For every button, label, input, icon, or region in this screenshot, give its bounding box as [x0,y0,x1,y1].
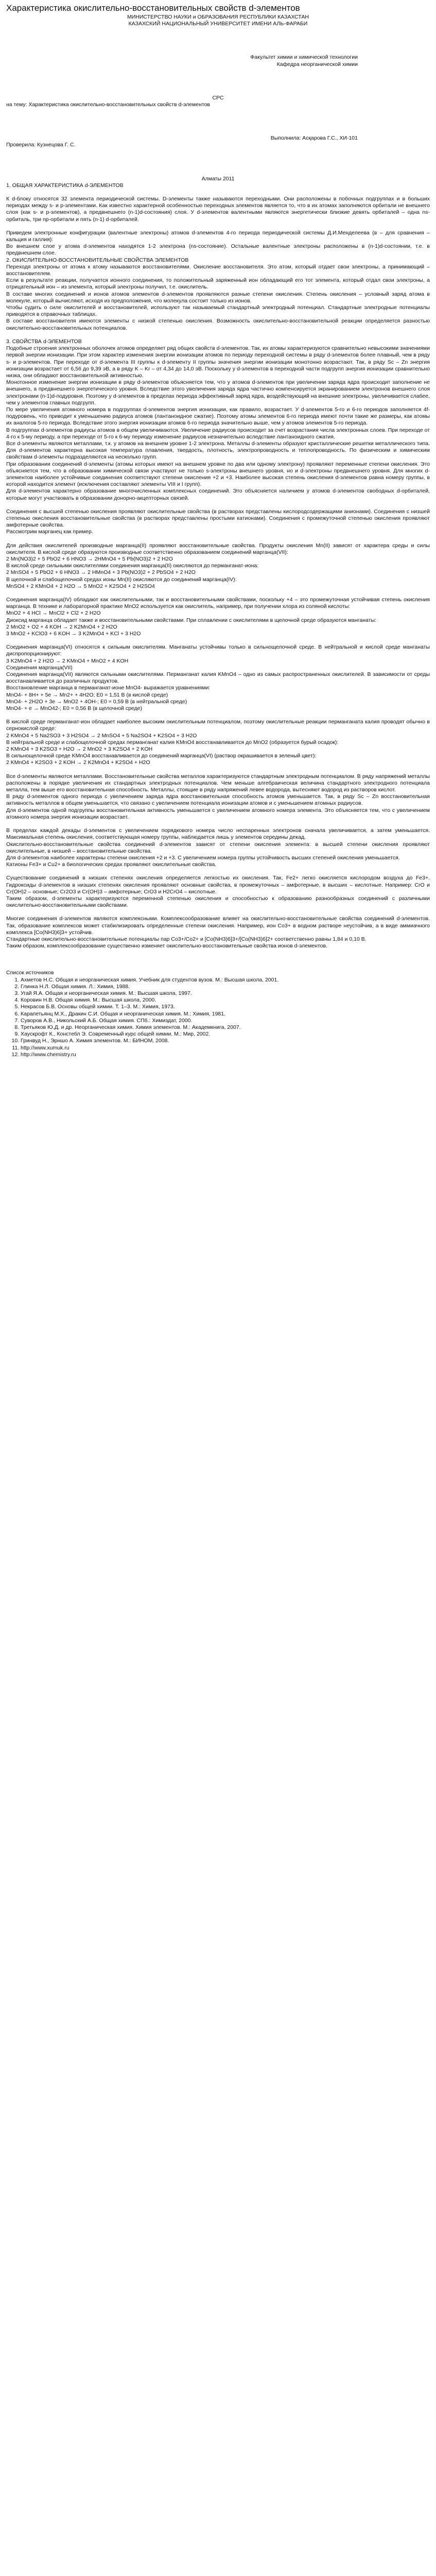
reference-item[interactable]: 11. http://www.xumuk.ru [21,1045,430,1052]
paragraph: Переходя электроны от атома к атому называются восстановителями. Окисление восстановителя. Это атом, который отдает свои электроны, а принимающий – восстановителем. [6,263,430,277]
paragraph: Окислительно-восстановительные свойства соединений d-элементов зависят от степени окисления элемента: в высшей степени окисления проявляют окислительные, в низшей – восстановительные свойства. [6,841,430,854]
references [6,970,430,1058]
reference-item: 6. Карапетьянц М.Х., Дракин С.И. Общая и неорганическая химия. М.: Химия, 1981. [21,1011,430,1018]
work-topic: на тему: Характеристика окислительно-восстановительных свойств d-элементов [6,101,211,108]
toc-item: 1. ОБЩАЯ ХАРАКТЕРИСТИКА d-ЭЛЕМЕНТОВ [6,182,124,189]
paragraph: 3. СВОЙСТВА d-ЭЛЕМЕНТОВ [6,338,82,345]
paragraph: Приведем электронные конфигурации (валентные электроны) атомов d-элементов 4-го периода периодической системы Д.И.Менделеева (в – для сравнения – кальция и галлия): [6,229,430,243]
reference-item: 10. Гринвуд Н., Эрншо А. Химия элементов. М.: БИНОМ, 2008. [21,1038,430,1044]
checked-by: Проверила: Кузнецова Г. С. [6,142,76,148]
paragraph: Все d-элементы являются металлами. Восстановительные свойства металлов характеризуются стандартным электродным потенциалом. В ряду напряжений металлы расположены в порядке увеличения их стандартных электродных потенциалов. Чем меньше алгебраическая величина стандартного электродного потенциала металла, тем выше его восстановительная способность. Металлы, стоящие в ряду напряжений левее водорода, вытесняют водород из растворов кислот. [6,773,430,793]
paragraph: В ряду d-элементов одного периода с увеличением заряда ядра восстановительная способность атомов уменьшается. Так, в ряду Sc – Zn восстановительная активность металлов в общем уменьшается, что связано с увеличением потенциала ионизации атомов и с уменьшением атомных радиусов. [6,793,430,807]
text-section [6,916,430,950]
reference-item: 9. Хаускрофт К., Констебл Э. Современный курс общей химии. М.: Мир, 2002. [21,1031,430,1038]
text-section [6,644,430,712]
paragraph: Для d-элементов наиболее характерны степени окисления +2 и +3. С увеличением номера группы устойчивость высших степеней окисления уменьшается. [6,854,400,861]
paragraph: Соединения с высшей степенью окисления проявляют окислительные свойства (в растворах представлены кислородсодержащими анионами). Соединения с низшей степенью окисления восстановительные свойства (в растворах представлены простыми катионами). Соединения с промежуточной степенью окисления проявляют амфотерные свойства. [6,508,430,529]
reference-item: 8. Третьяков Ю.Д. и др. Неорганическая химия. Химия элементов. М.: Академкнига, 2007. [21,1024,430,1031]
reference-item: 4. Коровин Н.В. Общая химия. М.: Высшая школа, 2000. [21,997,430,1004]
department-name: Кафедра неорганической химии [276,61,358,67]
paragraph: 2 KMnO4 + 3 K2SO3 + H2O → 2 MnO2 + 3 K2SO4 + 2 KOH [6,746,153,753]
paragraph: Соединения марганца(VII) [6,664,73,671]
paragraph: В нейтральной среде и слабощелочной средах перманганат калия KMnO4 восстанавливается до MnO2 (образуется бурый осадок): [6,739,339,745]
text-section [6,196,430,223]
paragraph: Восстановление марганца в перманганат-ионе MnO4- выражается уравнениями: [6,685,211,691]
paragraph: Во внешнем слое у атома d-элементов находятся 1-2 электрона (ns-состояние). Остальные валентные электроны расположены в (n-1)d-состоянии, т.е. в предвнешнем слое. [6,243,430,257]
paragraph: MnSO4 + 2 KMnO4 + 2 H2O → 5 MnO2 + K2SO4 + 2 H2SO4 [6,583,155,589]
text-section [6,509,430,536]
ministry-name: МИНИСТЕРСТВО НАУКИ и ОБРАЗОВАНИЯ РЕСПУБЛИКИ КАЗАХСТАН [127,14,309,20]
paragraph: Все d-элементы являются металлами, т.к. у атомов на внешнем уровне 1-2 электрона. Металлы d-элементы образуют кристаллические решетки металлического типа. Для d-элементов характерна высокая температура плавления, твердость, плотность, электропроводность и теплопроводность. По физическим и химическим свойствам d-элементы подразделяются на несколько групп. [6,440,430,461]
reference-item: 1. Ахметов Н.С. Общая и неорганическая химия. Учебник для студентов вузов. М.: Высшая школа, 2001. [21,977,430,984]
paragraph: 2. ОКИСЛИТЕЛЬНО-ВОССТАНОВИТЕЛЬНЫЕ СВОЙСТВА ЭЛЕМЕНТОВ [6,257,189,263]
text-section [6,543,430,590]
paragraph: В пределах каждой декады d-элементов с увеличением порядкового номера число неспаренных электронов сначала увеличивается, а затем уменьшается. Максимальная степень окисления, соответствующая номеру группы, наблюдается лишь у элементов середины декад. [6,827,430,841]
paragraph: Соединения марганца(VII) являются сильными окислителями. Перманганат калия KMnO4 – одно из самых распространенных окислителей. В зависимости от среды восстанавливается до различных продуктов. [6,671,430,685]
reference-item[interactable]: 12. http://www.chemistry.ru [21,1052,430,1058]
references-list [6,977,430,1058]
paragraph: По мере увеличения атомного номера в подгруппах d-элементов энергия ионизации, как правило, возрастает. У d-элементов 5-го и 6-го периодов заполняется 4f-подуровень, что приводит к уменьшению радиуса атомов (лантаноидное сжатие). Поэтому атомы элементов 6-го периода имеют почти такие же размеры, как атомы их аналогов 5-го периода. Вследствие этого энергия ионизации атомов 6-го периода значительно выше, чем у атомов элементов 5-го периода. [6,406,430,427]
paragraph: MnO4- + e → MnO42-; E0 = 0,56 В (в щелочной среде) [6,705,142,712]
city-year: Алматы 2011 [201,175,235,182]
paragraph: Диоксид марганца обладает также и восстановительными свойствами. При сплавлении с окислителями в щелочной среде образуются манганаты: [6,617,376,623]
paragraph: MnO2 + 4 HCl → MnCl2 + Cl2 + 2 H2O [6,610,101,617]
text-section [6,719,430,766]
document-title: Характеристика окислительно-восстановительных свойств d-элементов [6,3,300,13]
document-page [0,0,436,1075]
paragraph: При образовании соединений d-элементы (атомы которых имеют на внешнем уровне по два или одному электрону) проявляют переменные степени окисления. Это объясняется тем, что в образовании химической связи участвуют не только s-электроны внешнего уровня, но и d-электроны предвнешнего уровня. Для многих d-элементов наиболее устойчивые соединения соответствуют степени окисления +2 и +3. Наиболее высокая степень окисления d-элементов равна номеру группы, в которой находится элемент (исключения составляют элементы VIII и I групп). [6,461,430,488]
paragraph: Таким образом, d-элементы характеризуются переменной степенью окисления и способностью к образованию разнообразных соединений с различными окислительно-восстановительными свойствами. [6,895,430,909]
paragraph: Подобные строения электронных оболочек атомов определяет ряд общих свойств d-элементов. Так, их атомы характеризуются сравнительно невысокими значениями первой энергии ионизации. При этом характер изменения энергии ионизации атомов по периоду переходной системы в ряду d-элементов более плавный, чем в ряду s- и p-элементов. При переходе от d-элемента III группы к d-элементу II группы значения энергии ионизации монотонно возрастают. Так, в ряду Sc – Zn энергия ионизации возрастает от 6,56 до 9,39 эВ, а в ряду K – Kr – от 4,34 до 14,0 эВ. Поскольку у d-элементов в переходной части подгрупп энергия ионизации сравнительно низка, они обладают восстановительной активностью. [6,345,430,379]
references-title: Список источников [6,970,54,976]
paragraph: Для d-элементов одной подгруппы восстановительная активность уменьшается с увеличением атомного номера элемента. Это объясняется тем, что с увеличением атомного номера энергия ионизации возрастает. [6,807,430,820]
paragraph: Монотонное изменение энергии ионизации в ряду d-элементов объясняется тем, что у атомов d-элементов при увеличении заряда ядра происходит заполнение не внешнего, а предвнешнего энергетического уровня. Вследствие этого увеличения заряда ядра частично компенсируется экранированием электронов внешнего слоя электронами (n-1)d-подуровня. Поэтому у d-элементов в пределах периода эффективный заряд ядра, воздействующий на внешние электроны, увеличивается слабее, чем у элементов главных подгрупп. [6,379,430,406]
paragraph: 2 KMnO4 + 5 Na2SO3 + 3 H2SO4 → 2 MnSO4 + 5 Na2SO4 + K2SO4 + 3 H2O [6,732,197,739]
work-type: СРС [212,94,224,101]
document-body [6,196,430,950]
reference-item: 3. Угай Я.А. Общая и неорганическая химия. М.: Высшая школа, 1997. [21,990,430,997]
paragraph: Многие соединения d-элементов являются комплексными. Комплексообразование влияет на окислительно-восстановительные свойства соединений d-элементов. Так, образование комплексов может стабилизировать определенные степени окисления. Например, ион Co3+ в водном растворе неустойчив, а в виде аммиачного комплекса [Co(NH3)6]3+ устойчив. [6,916,430,936]
reference-item: 2. Глинка Н.Л. Общая химия. Л.: Химия, 1988. [21,984,430,990]
faculty-name: Факультет химии и химической технологии [250,54,358,61]
paragraph: Соединения марганца(VI) относятся к сильным окислителям. Манганаты устойчивы только в сильнощелочной среде. В нейтральной и кислой среде манганаты диспропорционируют: [6,644,430,657]
paragraph: Для действия окислителей производные марганца(II) проявляют восстановительные свойства. Продукты окисления Mn(II) зависят от характера среды и силы окислителя. В кислой среде образуются производные соответственно образованием соединений марганца(VII): [6,542,430,555]
text-section [6,875,430,909]
paragraph: Рассмотрим марганец как пример. [6,529,93,535]
paragraph: Существование соединений в низших степенях окисления определяется легкостью их окисления. Так, Fe2+ легко окисляется кислородом воздуха до Fe3+. Гидроксиды d-элементов в низших степенях окисления проявляют основные свойства, в промежуточных – амфотерные, в высших – кислотные. Например: CrO и Cr(OH)2 – основные; Cr2O3 и Cr(OH)3 – амфотерные; CrO3 и H2CrO4 – кислотные. [6,875,430,895]
paragraph: Соединения марганца(IV) обладают как окислительными, так и восстановительными свойствами, поскольку +4 – это промежуточная устойчивая степень окисления марганца. В технике и лабораторной практике MnO2 используется как окислитель, например, при получении хлора из соляной кислоты: [6,597,430,610]
text-section [6,338,430,502]
paragraph: В составе восстановителя имеются элементы с низкой степенью окисления. Возможность окислительно-восстановительной реакции определяется разностью окислительно-восстановительных потенциалов. [6,318,430,331]
paragraph: 3 MnO2 + KClO3 + 6 KOH → 3 K2MnO4 + KCl + 3 H2O [6,631,141,637]
reference-item: 7. Суворов А.В., Никольский А.Б. Общая химия. СПб.: Химиздат, 2000. [21,1018,430,1024]
paragraph: Если в результате реакции, получается ионного соединения, то положительный заряженный ион обладающий его тот элемента, который отдал свои электроны, а отрицательный ион – из элемента, который электроны получил, т.е. окислитель. [6,277,430,291]
paragraph: 2 MnO2 + O2 + 4 KOH → 2 K2MnO4 + 2 H2O [6,623,117,630]
paragraph: Для d-элементов характерно образование многочисленных комплексных соединений. Это объясняется наличием у атомов d-элементов свободных d-орбиталей, которые могут участвовать в образовании донорно-акцепторных связей. [6,488,430,501]
toc [6,182,430,189]
paragraph: К d-блоку относятся 32 элемента периодической системы. D-элементы также называются переходными. Они расположены в побочных подгруппах и в больших периодах между s- и p-элементами. Как известно характерной особенностью переходных элементов является то, что в их атомах заполняются орбитали не внешнего слоя (как s- и p-элементов), а предвнешнего (n-1)d-состояния) слоя. У d-элементов валентными являются энергетически близкие девять орбиталей – одна ns-орбиталь, три np-орбитали и пять (n-1) d-орбиталей. [6,196,430,223]
paragraph: 2 MnSO4 + 5 PbO2 + 6 HNO3 → 2 HMnO4 + 3 Pb(NO3)2 + 2 PbSO4 + 2 H2O [6,569,196,576]
paragraph: В сильнощелочной среде KMnO4 восстанавливается до соединений марганца(VI) (раствор окрашивается в зеленый цвет): [6,753,317,759]
paragraph: 2 Mn(NO3)2 + 5 PbO2 + 6 HNO3 → 2HMnO4 + 5 Pb(NO3)2 + 2 H2O [6,555,173,562]
reference-item: 5. Некрасов Б.В. Основы общей химии. Т. 1–3. М.: Химия, 1973. [21,1004,430,1010]
paragraph: Чтобы судить о силе окислителей и восстановителей, используют так называемый стандартный электродный потенциал. Стандартные электродные потенциалы приводятся в справочных таблицах. [6,304,430,318]
paragraph: Таким образом, комплексообразование существенно изменяет окислительно-восстановительные свойства ионов d-элементов. [6,943,327,950]
paragraph: В щелочной и слабощелочной средах ионы Mn(II) окисляются до соединений марганца(IV): [6,576,237,583]
paragraph: Катионы Fe3+ и Cu2+ в биологических средах проявляют окислительные свойства. [6,861,217,868]
paragraph: В составе многих соединений и ионов атомов элементов d-элементов проявляются разные степени окисления. Степень окисления – условный заряд атома в молекуле, который вычисляют, исходя из предположения, что молекула состоит только из ионов. [6,291,430,304]
paragraph: В подгруппах d-элементов радиусы атомов в общем увеличиваются. Увеличение радиусов происходит за счет возрастания числа электронных слоев. При переходе от 4-го к 5-му периоду, а при переходе от 5-го к 6-му периоду изменение радиусов незначительно вследствие лантаноидного сжатия. [6,427,430,440]
paragraph: 2 KMnO4 + K2SO3 + 2 KOH → 2 K2MnO4 + K2SO4 + H2O [6,759,150,766]
performed-by: Выполнила: Асқарова Г.С., ХИ-101 [270,135,358,142]
paragraph: MnO4- + 2H2O + 3e → MnO2 + 4OH-; E0 = 0,59 В (в нейтральной среде) [6,698,187,705]
paragraph: MnO4- + 8H+ + 5e → Mn2+ + 4H2O; E0 = 1,51 В (в кислой среде) [6,691,168,698]
text-section [6,230,430,332]
text-section [6,827,430,868]
paragraph: В кислой среде перманганат-ион обладает наиболее высоким окислительным потенциалом, поэтому окислительные реакции перманганата калия проводят обычно в сернокислой среде: [6,719,430,732]
paragraph: В кислой среде сильными окислителями соединения марганца(II) окисляются до перманганат-иона: [6,563,259,569]
paragraph: Стандартные окислительно-восстановительные потенциалы пар Co3+/Co2+ и [Co(NH3)6]3+/[Co(NH3)6]2+ соответственно равны 1,84 и 0,10 В. [6,936,367,942]
paragraph: 3 K2MnO4 + 2 H2O → 2 KMnO4 + MnO2 + 4 KOH [6,657,129,664]
text-section [6,773,430,821]
text-section [6,597,430,637]
university-name: КАЗАХСКИЙ НАЦИОНАЛЬНЫЙ УНИВЕРСИТЕТ ИМЕНИ АЛЬ-ФАРАБИ [128,21,308,27]
